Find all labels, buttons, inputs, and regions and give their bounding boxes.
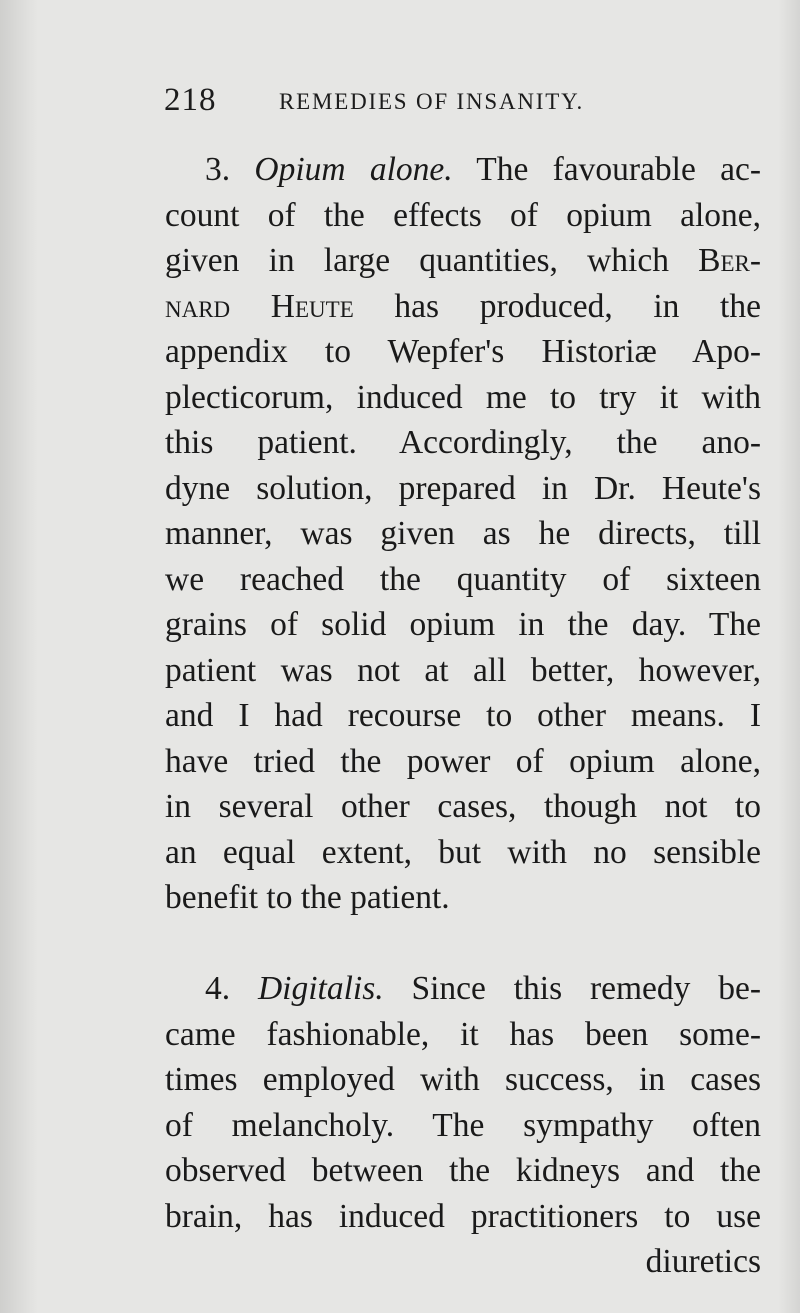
section-number: 3. xyxy=(205,151,231,188)
text-line: nard Heute has produced, in the xyxy=(165,287,761,325)
text-line: of melancholy. The sympathy often xyxy=(165,1106,761,1144)
page-header xyxy=(164,82,764,126)
text-line: 3. Opium alone. The favourable ac- xyxy=(205,151,762,188)
text-line: have tried the power of opium alone, xyxy=(165,742,761,780)
section-number: 4. xyxy=(205,970,231,1007)
text-line: patient was not at all better, however, xyxy=(165,651,761,689)
text-line: plecticorum, induced me to try it with xyxy=(165,378,761,416)
text-line: we reached the quantity of sixteen xyxy=(165,560,761,598)
section-title: Digitalis. xyxy=(257,970,384,1007)
page-edge-shadow-right xyxy=(778,0,800,1313)
text-line: grains of solid opium in the day. The xyxy=(165,606,761,643)
text-line: an equal extent, but with no sensible xyxy=(165,833,761,871)
text-line: came fashionable, it has been some- xyxy=(165,1015,761,1053)
author-name: Ber- xyxy=(698,242,761,279)
text-line: count of the effects of opium alone, xyxy=(165,196,761,234)
text-line: dyne solution, prepared in Dr. Heute's xyxy=(165,469,761,507)
page-edge-shadow-left xyxy=(0,0,38,1313)
text-line: this patient. Accordingly, the ano- xyxy=(165,424,761,461)
text-line: in several other cases, though not to xyxy=(165,788,761,825)
body-text xyxy=(165,147,761,1285)
page-number: 218 xyxy=(164,82,217,118)
text-line: given in large quantities, which Ber- xyxy=(165,242,761,279)
text-line: 4. Digitalis. Since this remedy be- xyxy=(205,970,762,1007)
catchword: diuretics xyxy=(645,1243,761,1280)
text-line: benefit to the patient. xyxy=(165,879,450,916)
section-title: Opium alone. xyxy=(254,151,453,188)
text-line: appendix to Wepfer's Historiæ Apo- xyxy=(165,333,761,370)
paragraph-opium-alone xyxy=(165,147,761,921)
text-line: and I had recourse to other means. I xyxy=(165,697,761,734)
text-line: observed between the kidneys and the xyxy=(165,1152,761,1189)
author-name: nard Heute xyxy=(165,287,354,325)
text-line: manner, was given as he directs, till xyxy=(165,515,761,552)
text-line: brain, has induced practitioners to use xyxy=(165,1197,761,1235)
paragraph-gap xyxy=(165,921,761,967)
text-line: times employed with success, in cases xyxy=(165,1061,761,1098)
paragraph-digitalis xyxy=(165,966,761,1239)
running-head: REMEDIES OF INSANITY. xyxy=(279,89,585,114)
